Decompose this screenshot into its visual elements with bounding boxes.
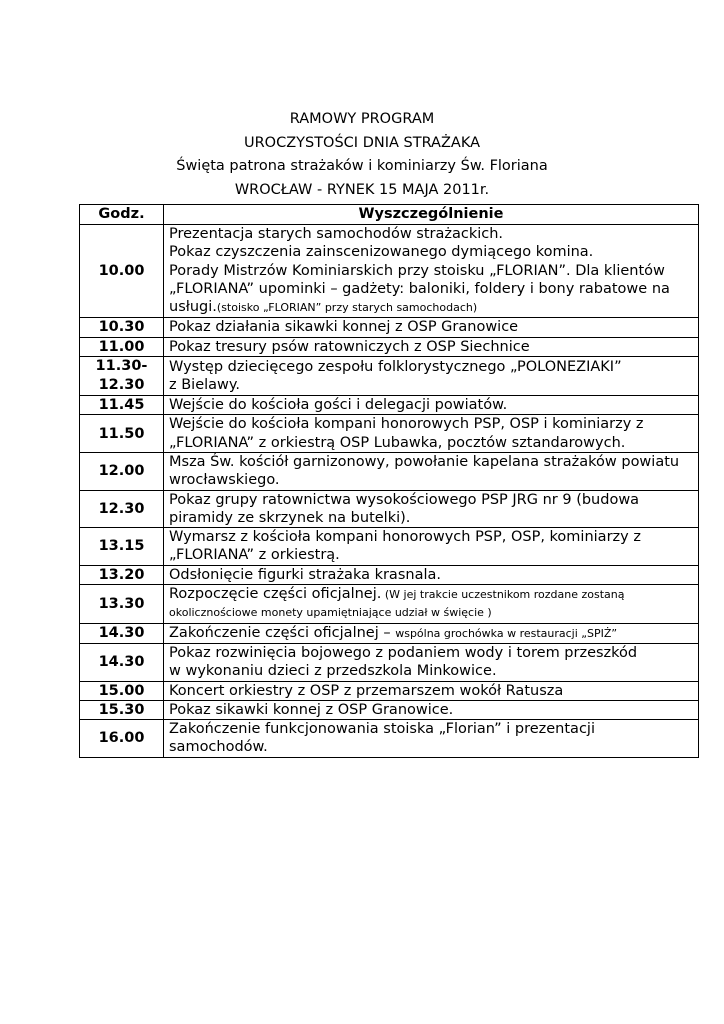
table-row (80, 452, 699, 490)
description-line: Występ dziecięcego zespołu folklorystycznego „POLONEZIAKI” (169, 358, 622, 375)
description-cell (164, 396, 699, 415)
table-row (80, 565, 699, 584)
table-row (80, 318, 699, 337)
description-line: Wejście do kościoła kompani honorowych PSP, OSP i kominiarzy z (169, 416, 644, 433)
description-line: Pokaz tresury psów ratowniczych z OSP Siechnice (169, 338, 530, 355)
description-line (169, 624, 693, 643)
description-note: wspólna grochówka w restauracji „SPIŻ” (395, 626, 618, 640)
description-line: Wejście do kościoła gości i delegacji powiatów. (169, 397, 508, 414)
description-cell (164, 565, 699, 584)
time-cell: 11.00 (80, 337, 164, 356)
table-row (80, 681, 699, 700)
time-cell: 15.00 (80, 681, 164, 700)
description-line: Odsłonięcie figurki strażaka krasnala. (169, 566, 441, 583)
time-cell: 12.30 (80, 490, 164, 528)
description-line: samochodów. (169, 739, 268, 756)
time-cell: 10.30 (80, 318, 164, 337)
time-cell: 16.00 (80, 720, 164, 758)
description-line: Pokaz działania sikawki konnej z OSP Granowice (169, 319, 519, 336)
description-cell (164, 585, 699, 624)
table-row (80, 415, 699, 453)
table-row (80, 585, 699, 624)
time-cell: 14.30 (80, 623, 164, 643)
title-line-4: WROCŁAW - RYNEK 15 MAJA 2011r. (234, 181, 490, 198)
time-cell: 11.50 (80, 415, 164, 453)
table-row (80, 225, 699, 318)
column-header-time: Godz. (80, 205, 164, 225)
description-cell (164, 337, 699, 356)
description-line: Porady Mistrzów Kominiarskich przy stoisku „FLORIAN”. Dla klientów (169, 262, 665, 279)
description-cell (164, 225, 699, 318)
table-row (80, 720, 699, 758)
description-cell (164, 700, 699, 719)
description-text: Zakończenie części oficjalnej – (169, 624, 396, 641)
time-cell: 15.30 (80, 700, 164, 719)
description-cell (164, 490, 699, 528)
title-line-1: RAMOWY PROGRAM (289, 111, 435, 127)
description-cell (164, 681, 699, 700)
description-cell (164, 643, 699, 681)
time-cell: 13.20 (80, 565, 164, 584)
table-header-row (80, 205, 699, 225)
description-line: w wykonaniu dzieci z przedszkola Minkowice. (169, 663, 497, 680)
description-cell (164, 357, 699, 396)
description-line: Prezentacja starych samochodów strażackich. (169, 226, 504, 242)
description-line: „FLORIANA” z orkiestrą. (169, 547, 340, 564)
description-line: piramidy ze skrzynek na butelki). (169, 509, 411, 526)
description-cell (164, 528, 699, 566)
description-line: Pokaz rozwinięcia bojowego z podaniem wody i torem przeszkód (169, 644, 638, 661)
time-cell: 12.00 (80, 452, 164, 490)
table-row (80, 528, 699, 566)
description-line: wrocławskiego. (169, 472, 280, 489)
description-line: Pokaz sikawki konnej z OSP Granowice. (169, 701, 454, 718)
time-cell: 14.30 (80, 643, 164, 681)
description-cell (164, 720, 699, 758)
description-line (169, 298, 693, 317)
time-cell (80, 357, 164, 396)
table-row (80, 643, 699, 681)
table-row (80, 623, 699, 643)
description-line: z Bielawy. (169, 377, 241, 394)
schedule-table (79, 204, 699, 758)
table-row (80, 337, 699, 356)
description-line: „FLORIANA” upominki – gadżety: baloniki, foldery i bony rabatowe na (169, 280, 670, 297)
description-text: usługi. (169, 299, 217, 316)
description-note-line: okolicznościowe monety upamiętniające udział w święcie ) (169, 606, 492, 620)
document-header (0, 108, 724, 202)
description-line: Msza Św. kościół garnizonowy, powołanie kapelana strażaków powiatu (169, 453, 680, 470)
table-row (80, 490, 699, 528)
description-line: Pokaz czyszczenia zainscenizowanego dymiącego komina. (169, 244, 594, 261)
time-cell: 13.15 (80, 528, 164, 566)
description-line: Pokaz grupy ratownictwa wysokościowego PSP JRG nr 9 (budowa (169, 491, 640, 508)
description-cell (164, 623, 699, 643)
description-line (169, 585, 693, 604)
description-note: (W jej trakcie uczestnikom rozdane zostaną (381, 588, 625, 602)
time-cell: 11.45 (80, 396, 164, 415)
description-line: Koncert orkiestry z OSP z przemarszem wokół Ratusza (169, 682, 564, 699)
table-row (80, 357, 699, 396)
table-row (80, 396, 699, 415)
time-cell: 13.30 (80, 585, 164, 624)
description-line: Zakończenie funkcjonowania stoiska „Florian” i prezentacji (169, 721, 595, 738)
description-cell (164, 415, 699, 453)
description-text: Rozpoczęcie części oficjalnej. (169, 586, 382, 603)
time-start: 11.30- (95, 358, 148, 375)
column-header-description: Wyszczególnienie (164, 205, 699, 225)
time-cell: 10.00 (80, 225, 164, 318)
table-row (80, 700, 699, 719)
time-end: 12.30 (98, 377, 145, 394)
description-cell (164, 318, 699, 337)
description-cell (164, 452, 699, 490)
description-line: „FLORIANA” z orkiestrą OSP Lubawka, pocztów sztandarowych. (169, 434, 626, 451)
description-line: Wymarsz z kościoła kompani honorowych PSP, OSP, kominiarzy z (169, 529, 641, 546)
title-line-3: Święta patrona strażaków i kominiarzy Św. Floriana (176, 158, 548, 174)
description-note: (stoisko „FLORIAN” przy starych samochodach) (216, 301, 478, 315)
title-line-2: UROCZYSTOŚCI DNIA STRAŻAKA (243, 134, 480, 151)
